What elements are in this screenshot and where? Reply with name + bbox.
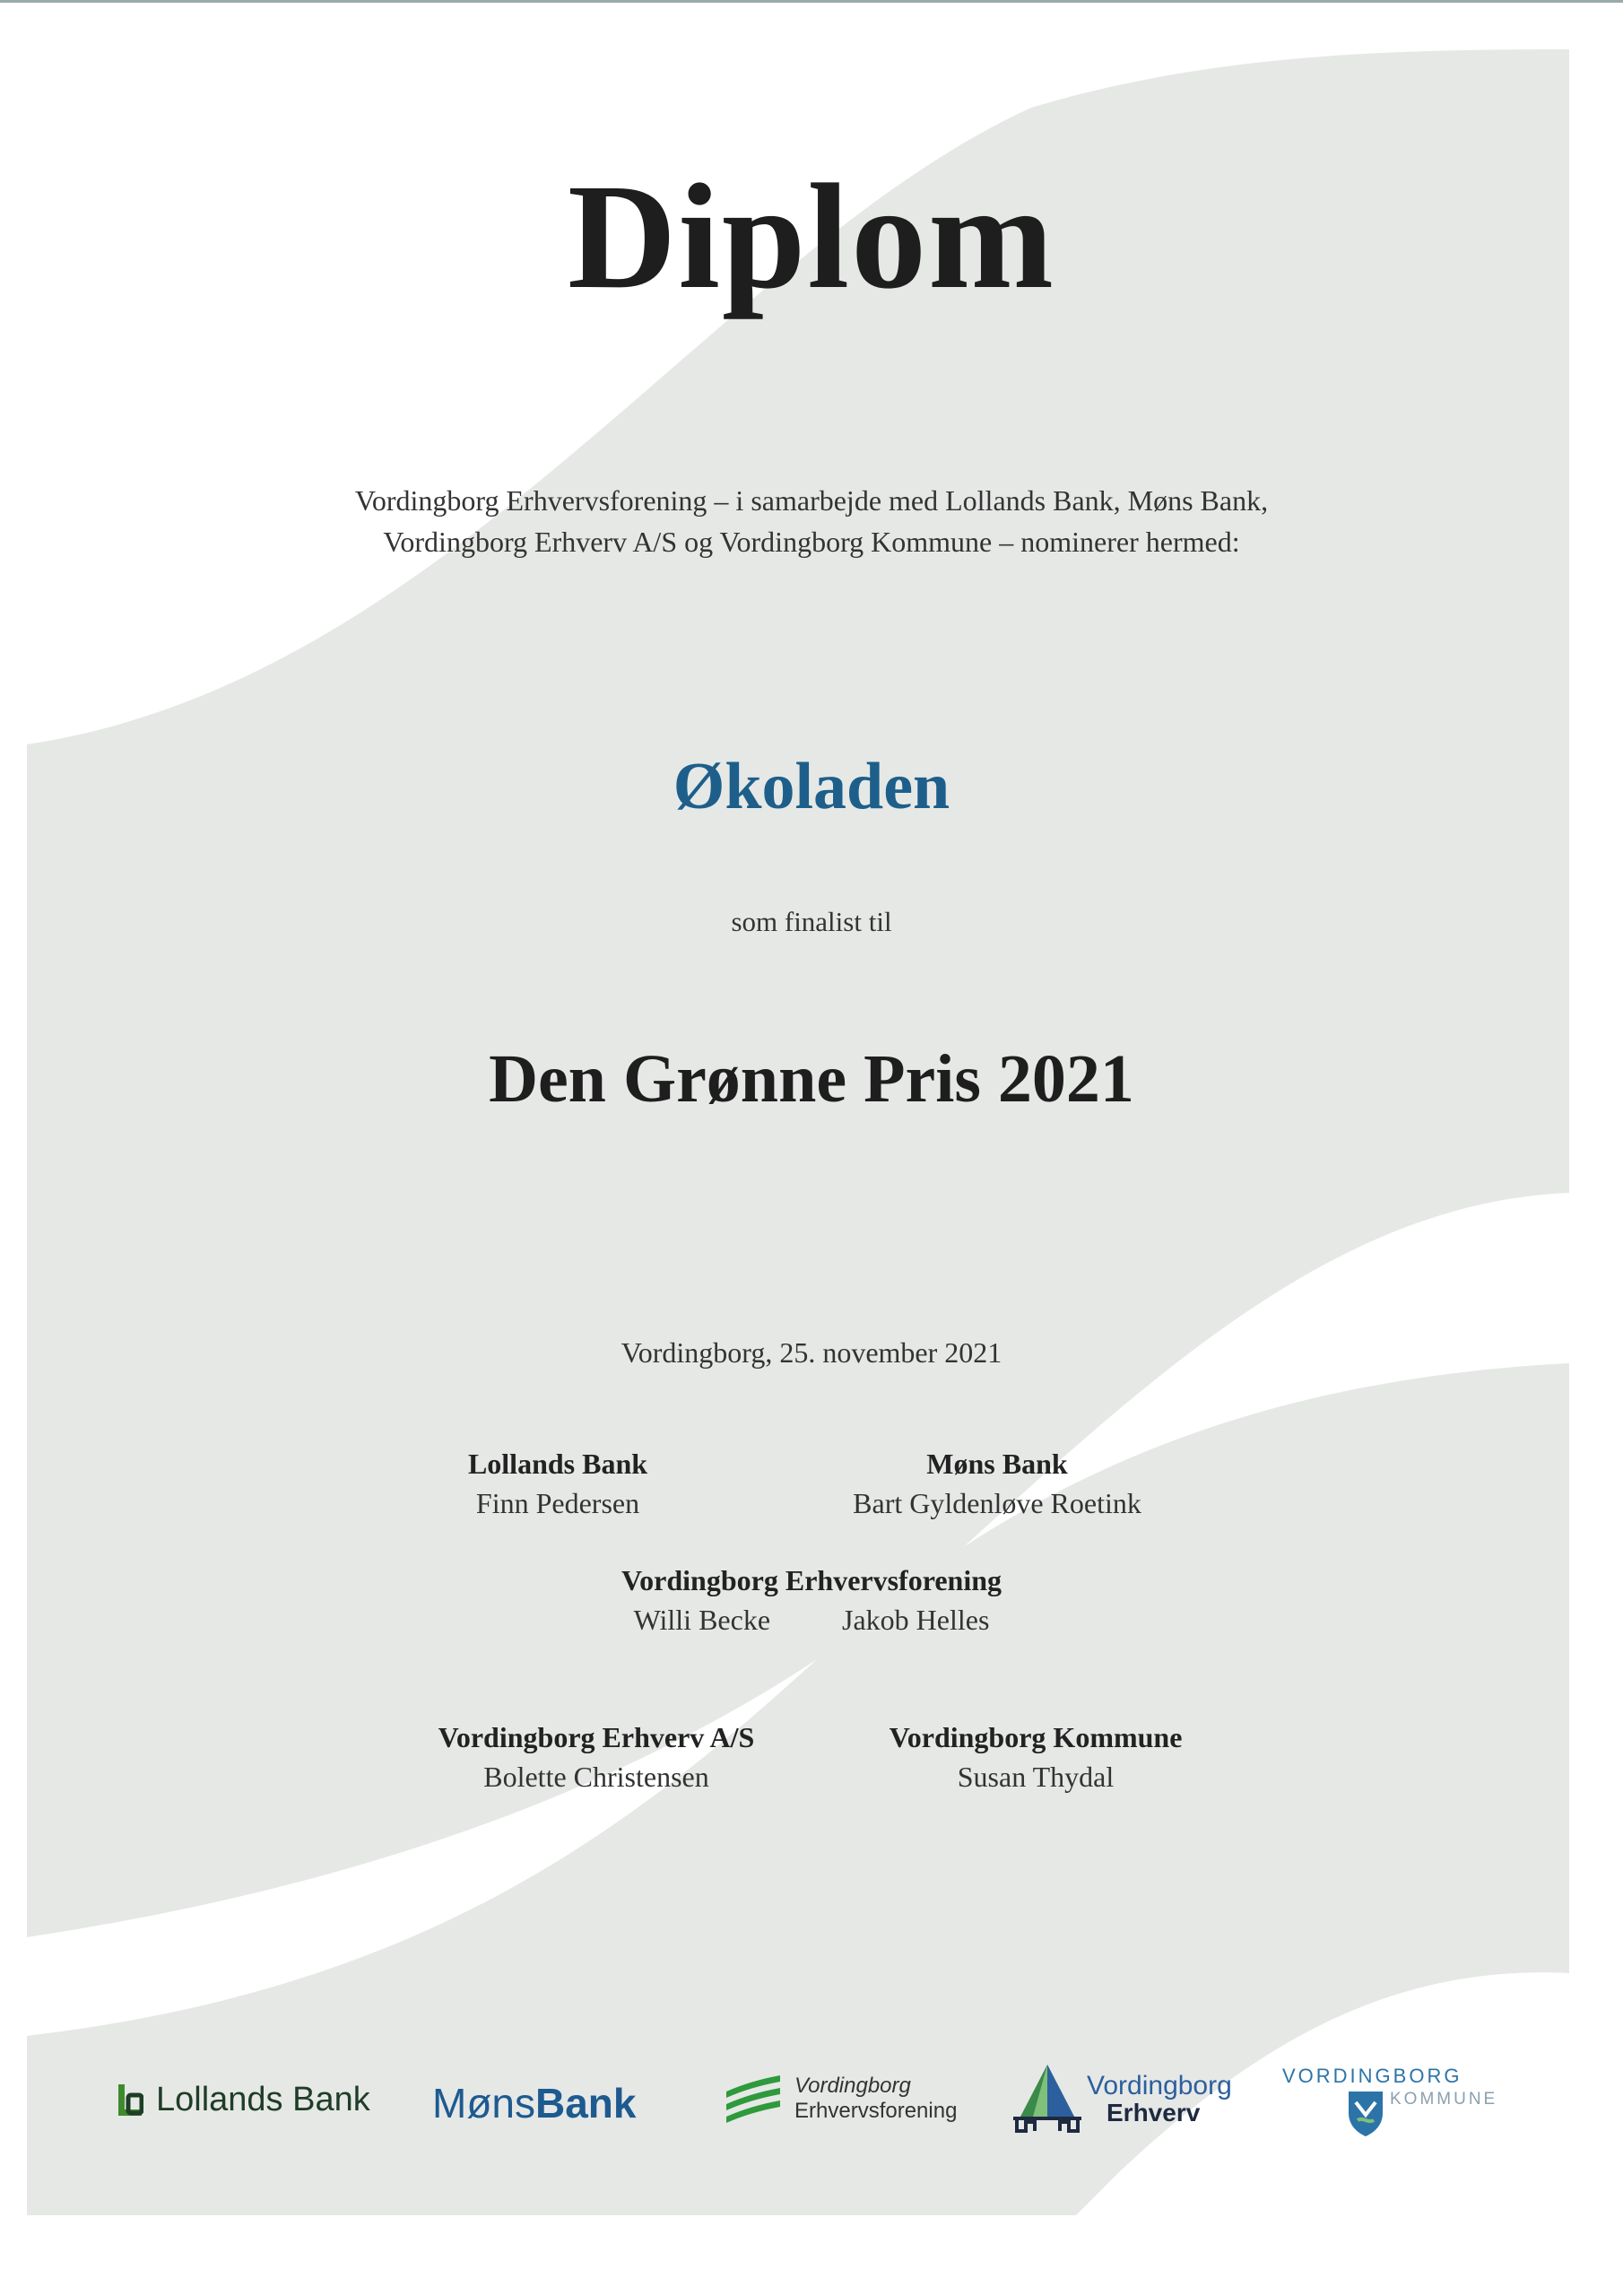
coat-of-arms-icon	[1345, 2088, 1386, 2138]
logo-vordingborg-erhverv	[1011, 2063, 1232, 2136]
signatory-mons-bank	[818, 1444, 1176, 1523]
logo-text-line-2: Erhverv	[1107, 2099, 1201, 2126]
signatory-org: Vordingborg Kommune	[889, 1721, 1183, 1753]
intro-line-1: Vordingborg Erhvervsforening – i samarbejde med Lollands Bank, Møns Bank,	[354, 484, 1269, 517]
intro-text	[0, 480, 1623, 562]
place-date: Vordingborg, 25. november 2021	[621, 1336, 1002, 1369]
signatory-vordingborg-erhverv	[372, 1718, 820, 1796]
logo-text-part1: Møns	[432, 2080, 535, 2126]
logo-text-line-2: KOMMUNE	[1390, 2090, 1498, 2109]
signatory-org: Lollands Bank	[467, 1448, 648, 1480]
signatory-name: Bolette Christensen	[483, 1761, 709, 1793]
logo-text-line-1: VORDINGBORG	[1282, 2065, 1462, 2087]
signatory-vordingborg-kommune	[812, 1718, 1260, 1796]
logo-text-line-1: Vordingborg	[794, 2074, 911, 2098]
logo-vordingborg-kommune	[1282, 2065, 1497, 2138]
signatory-name: Susan Thydal	[957, 1761, 1115, 1793]
logo-lollands-bank	[117, 2081, 370, 2119]
diploma-title: Diplom	[567, 153, 1056, 320]
signatory-name: Bart Gyldenløve Roetink	[853, 1487, 1141, 1519]
signatory-name: Finn Pedersen	[475, 1487, 640, 1519]
logo-text-line-2: Erhvervsforening	[794, 2099, 958, 2123]
logo-row	[1282, 2088, 1497, 2138]
signatory-name: Willi Becke	[633, 1604, 771, 1636]
logo-text: Lollands Bank	[156, 2081, 370, 2118]
signatory-org: Møns Bank	[926, 1448, 1068, 1480]
lollands-bank-icon	[117, 2083, 143, 2118]
signatory-lollands-bank	[423, 1444, 692, 1523]
prize-name: Den Grønne Pris 2021	[489, 1041, 1134, 1117]
logo-mons-bank	[432, 2079, 636, 2127]
logo-text	[1087, 2073, 1232, 2126]
intro-line-2: Vordingborg Erhverv A/S og Vordingborg Kommune – nominerer hermed:	[383, 526, 1240, 558]
signatory-names	[498, 1600, 1125, 1639]
logo-text	[794, 2074, 957, 2124]
signatory-org: Vordingborg Erhverv A/S	[438, 1721, 755, 1753]
logo-text-line-1: Vordingborg	[1087, 2071, 1232, 2100]
signatory-org: Vordingborg Erhvervsforening	[621, 1564, 1002, 1596]
signatory-name: Jakob Helles	[842, 1604, 990, 1636]
logo-text-part2: Bank	[535, 2080, 637, 2126]
green-waves-icon	[725, 2072, 784, 2126]
nominee-name: Økoladen	[673, 750, 950, 823]
signatory-vordingborg-erhvervsforening	[498, 1561, 1125, 1639]
tower-icon	[1011, 2063, 1083, 2136]
logo-vordingborg-erhvervsforening	[725, 2072, 957, 2126]
finalist-text: som finalist til	[731, 906, 892, 937]
